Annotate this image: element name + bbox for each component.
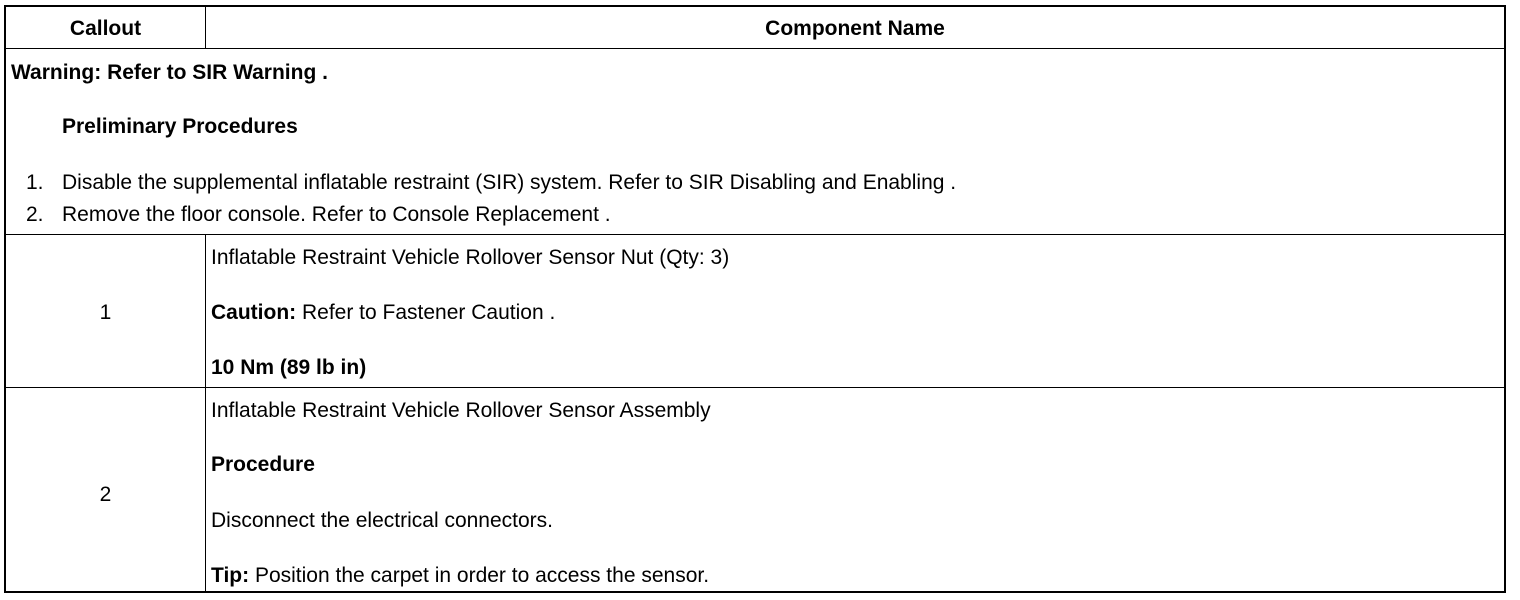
body-column-divider	[205, 234, 206, 591]
step-text: Disable the supplemental inflatable restraint (SIR) system. Refer to SIR Disabling and Enabling .	[62, 171, 957, 194]
component-name: Inflatable Restraint Vehicle Rollover Sensor Assembly	[211, 399, 711, 422]
header-callout: Callout	[69, 17, 142, 40]
row-callout: 1	[99, 301, 112, 324]
row-divider	[6, 387, 1504, 388]
warning-text: Refer to SIR Warning .	[107, 61, 328, 84]
caution-text: Refer to Fastener Caution .	[302, 301, 556, 324]
procedure-text: Disconnect the electrical connectors.	[211, 509, 553, 532]
warning-line	[11, 61, 328, 85]
header-component-name: Component Name	[765, 17, 945, 40]
procedure-title: Procedure	[211, 453, 315, 476]
step-number: 1.	[26, 171, 44, 194]
preliminary-divider	[6, 234, 1504, 235]
tip-label: Tip:	[211, 564, 250, 587]
tip-line	[211, 564, 709, 588]
step-number: 2.	[26, 203, 44, 226]
preliminary-procedures-title: Preliminary Procedures	[62, 115, 298, 138]
step-text: Remove the floor console. Refer to Console Replacement .	[62, 203, 611, 226]
tip-text: Position the carpet in order to access the sensor.	[254, 564, 710, 587]
warning-label: Warning:	[11, 61, 102, 84]
torque-spec: 10 Nm (89 lb in)	[211, 356, 367, 379]
row-callout: 2	[99, 483, 112, 506]
header-divider	[6, 48, 1504, 49]
procedure-table	[4, 5, 1506, 593]
caution-line	[211, 301, 555, 325]
component-name: Inflatable Restraint Vehicle Rollover Sensor Nut (Qty: 3)	[211, 246, 730, 269]
caution-label: Caution:	[211, 301, 297, 324]
